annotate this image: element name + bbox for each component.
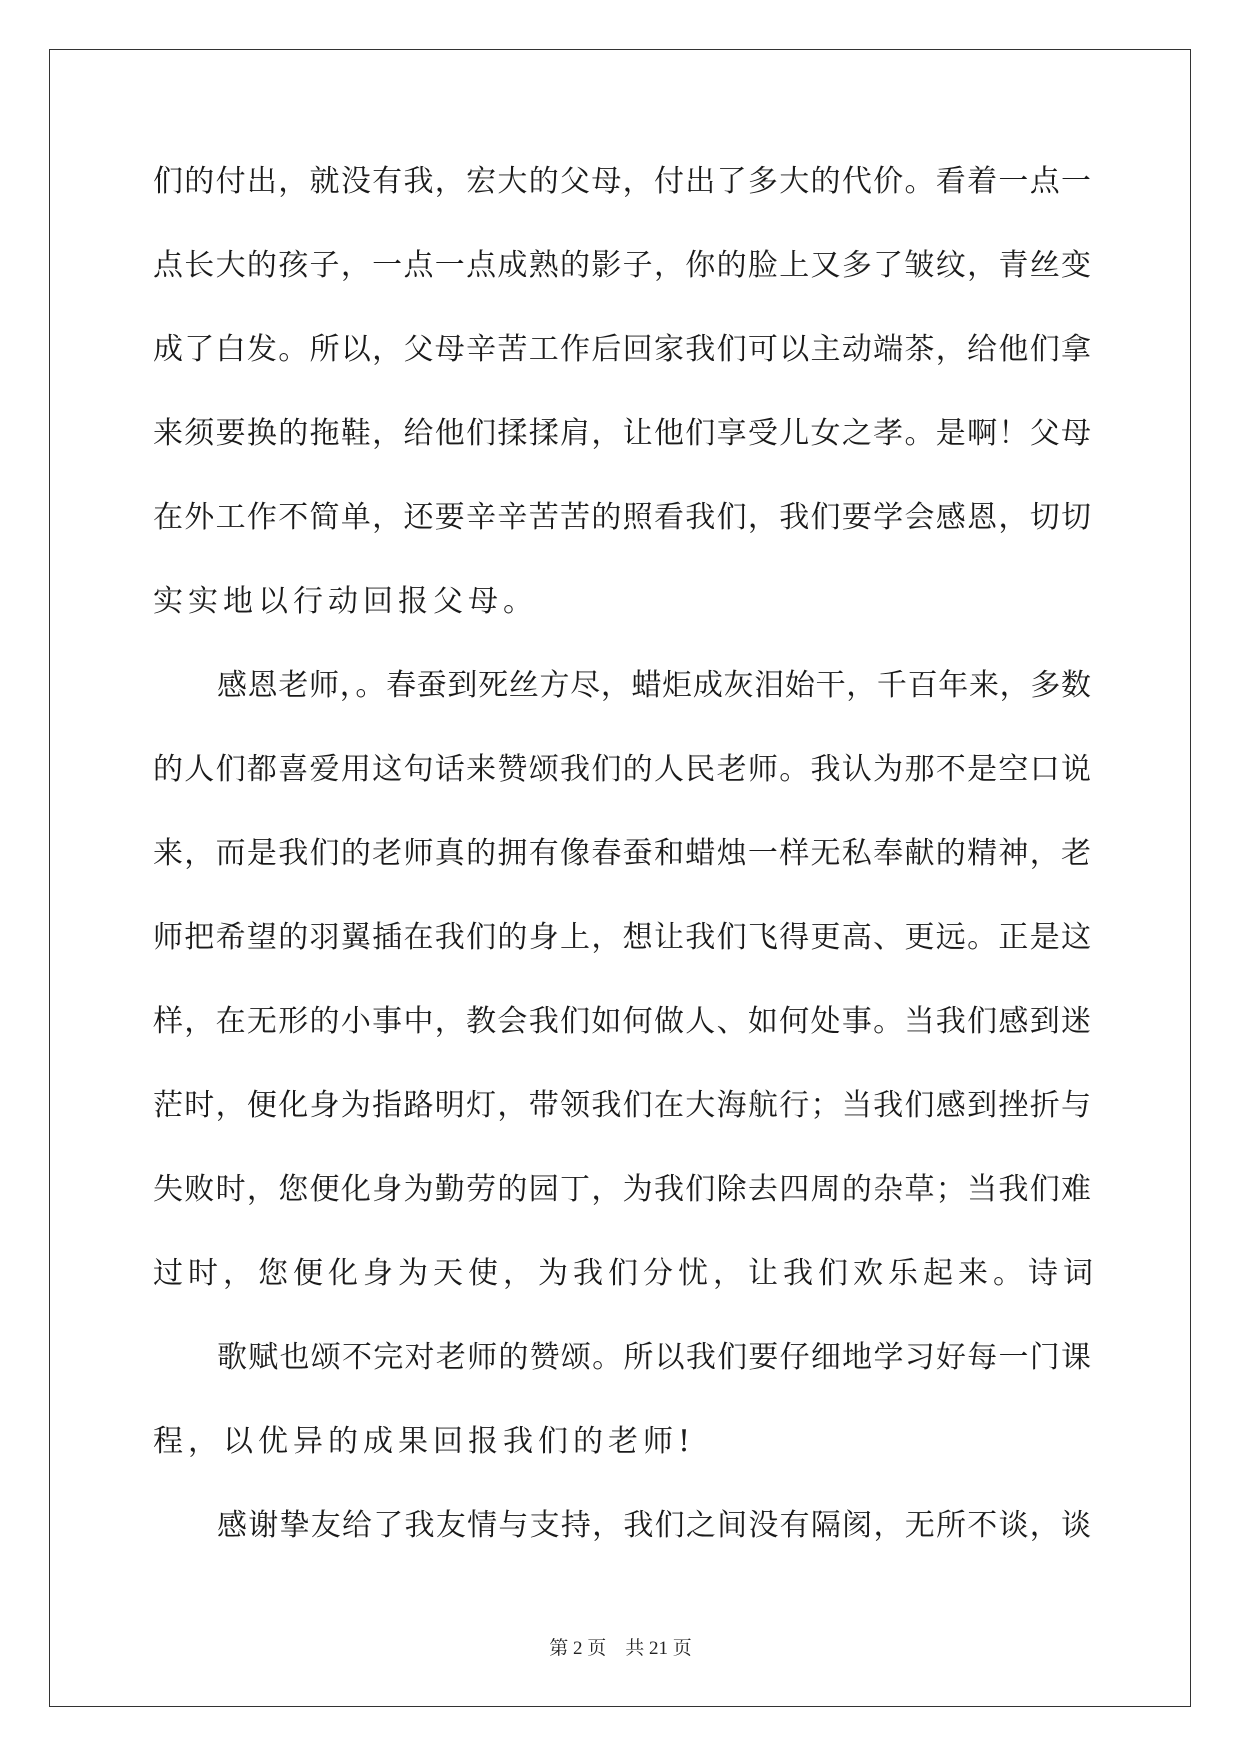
text-line: 的人们都喜爱用这句话来赞颂我们的人民老师。我认为那不是空口说 (153, 752, 1091, 787)
document-body (153, 160, 1098, 1588)
text-line-last: 过时，您便化身为天使，为我们分忧，让我们欢乐起来。诗词 (153, 1256, 1098, 1291)
text-line: 点长大的孩子，一点一点成熟的影子，你的脸上又多了皱纹，青丝变 (153, 248, 1091, 283)
page-footer (0, 1633, 1241, 1660)
text-line: 茫时，便化身为指路明灯，带领我们在大海航行；当我们感到挫折与 (153, 1088, 1091, 1123)
paragraph-first-line: 歌赋也颂不完对老师的赞颂。所以我们要仔细地学习好每一门课 (217, 1340, 1091, 1375)
text-line: 来须要换的拖鞋，给他们揉揉肩，让他们享受儿女之孝。是啊！父母 (153, 416, 1091, 451)
text-line-last: 程，以优异的成果回报我们的老师! (153, 1424, 696, 1459)
page-total: 共 21 页 (625, 1638, 692, 1659)
text-line: 失败时，您便化身为勤劳的园丁，为我们除去四周的杂草；当我们难 (153, 1172, 1091, 1207)
paragraph-first-line: 感谢挚友给了我友情与支持，我们之间没有隔阂，无所不谈，谈 (217, 1508, 1091, 1543)
text-line: 样，在无形的小事中，教会我们如何做人、如何处事。当我们感到迷 (153, 1004, 1091, 1039)
text-line: 在外工作不简单，还要辛辛苦苦的照看我们，我们要学会感恩，切切 (153, 500, 1091, 535)
text-line: 们的付出，就没有我，宏大的父母，付出了多大的代价。看着一点一 (153, 164, 1091, 199)
text-line: 来，而是我们的老师真的拥有像春蚕和蜡烛一样无私奉献的精神，老 (153, 836, 1091, 871)
paragraph-first-line: 感恩老师，。春蚕到死丝方尽，蜡炬成灰泪始干，千百年来，多数 (217, 668, 1091, 703)
page-number: 第 2 页 (549, 1638, 607, 1659)
text-line: 成了白发。所以，父母辛苦工作后回家我们可以主动端茶，给他们拿 (153, 332, 1091, 367)
text-line-last: 实实地以行动回报父母。 (153, 584, 538, 619)
text-line: 师把希望的羽翼插在我们的身上，想让我们飞得更高、更远。正是这 (153, 920, 1091, 955)
